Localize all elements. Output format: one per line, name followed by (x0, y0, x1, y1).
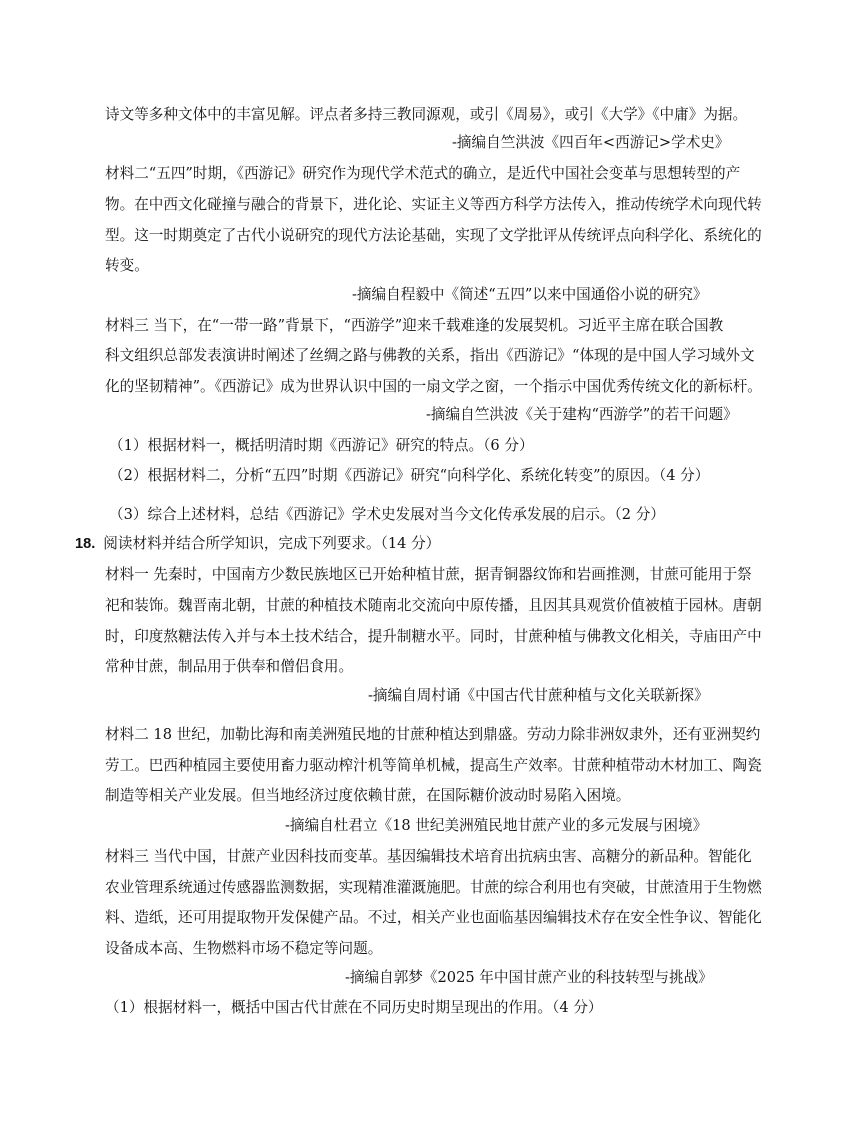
material-text-line: 材料二“五四”时期，《西游记》研究作为现代学术范式的确立，是近代中国社会变革与思想转型的产 (105, 165, 741, 182)
material-text-line: 科文组织总部发表演讲时阐述了丝绸之路与佛教的关系，指出《西游记》“体现的是中国人学习域外文 (105, 347, 755, 364)
material-text-line: 祀和装饰。魏晋南北朝，甘蔗的种植技术随南北交流向中原传播，且因其具观赏价值被植于园林。唐朝 (105, 597, 762, 614)
sub-question: （2）根据材料二，分析“五四”时期《西游记》研究“向科学化、系统化转变”的原因。（4 分） (109, 467, 710, 484)
question-prompt: 阅读材料并结合所学知识，完成下列要求。（14 分） (103, 535, 441, 552)
sub-question: （1）根据材料一，概括中国古代甘蔗在不同历史时期呈现出的作用。（4 分） (105, 999, 603, 1016)
material-source: -摘编自杜君立《18 世纪美洲殖民地甘蔗产业的多元发展与困境》 (285, 817, 708, 834)
material-source: -摘编自程毅中《简述“五四”以来中国通俗小说的研究》 (352, 286, 708, 303)
material-text-line: 常种甘蔗，制品用于供奉和僧侣食用。 (105, 658, 354, 675)
material-text-line: 材料二 18 世纪，加勒比海和南美洲殖民地的甘蔗种植达到鼎盛。劳动力除非洲奴隶外，还有亚洲契约 (105, 726, 761, 743)
material-source: -摘编自竺洪波《四百年<西游记>学术史》 (452, 134, 730, 151)
material-text-line: 设备成本高、生物燃料市场不稳定等问题。 (105, 940, 383, 957)
material-source: -摘编自周村诵《中国古代甘蔗种植与文化关联新探》 (368, 687, 709, 704)
material-text-line: 诗文等多种文体中的丰富见解。评点者多持三教同源观，或引《周易》，或引《大学》《中庸》为据。 (105, 106, 748, 123)
question-header (75, 534, 440, 554)
material-text-line: 材料一 先秦时，中国南方少数民族地区已开始种植甘蔗，据青铜器纹饰和岩画推测，甘蔗可能用于祭 (105, 566, 752, 583)
material-text-line: 型。这一时期奠定了古代小说研究的现代方法论基础，实现了文学批评从传统评点向科学化、系统化的 (105, 227, 762, 244)
material-text-line: 时，印度熬糖法传入并与本土技术结合，提升制糖水平。同时，甘蔗种植与佛教文化相关，寺庙田产中 (105, 628, 762, 645)
material-text-line: 材料三 当下，在“一带一路”背景下，“西游学”迎来千载难逢的发展契机。习近平主席在联合国教 (105, 317, 724, 334)
material-text-line: 材料三 当代中国，甘蔗产业因科技而变革。基因编辑技术培育出抗病虫害、高糖分的新品种。智能化 (105, 848, 752, 865)
sub-question: （3）综合上述材料，总结《西游记》学术史发展对当今文化传承发展的启示。（2 分） (109, 506, 665, 523)
material-text-line: 转变。 (105, 257, 149, 274)
material-text-line: 化的坚韧精神”。《西游记》成为世界认识中国的一扇文学之窗，一个指示中国优秀传统文化的新标杆。 (105, 378, 762, 395)
material-source: -摘编自竺洪波《关于建构“西游学”的若干问题》 (426, 406, 738, 423)
material-text-line: 制造等相关产业发展。但当地经济过度依赖甘蔗，在国际糖价波动时易陷入困境。 (105, 787, 631, 804)
material-source: -摘编自郭梦《2025 年中国甘蔗产业的科技转型与挑战》 (345, 969, 713, 986)
material-text-line: 农业管理系统通过传感器监测数据，实现精准灌溉施肥。甘蔗的综合利用也有突破，甘蔗渣用于生物燃 (105, 879, 762, 896)
material-text-line: 物。在中西文化碰撞与融合的背景下，进化论、实证主义等西方科学方法传入，推动传统学术向现代转 (105, 196, 762, 213)
sub-question: （1）根据材料一，概括明清时期《西游记》研究的特点。（6 分） (109, 437, 534, 454)
material-text-line: 料、造纸，还可用提取物开发保健产品。不过，相关产业也面临基因编辑技术存在安全性争议、智能化 (105, 909, 762, 926)
question-number: 18. (75, 536, 96, 552)
material-text-line: 劳工。巴西种植园主要使用畜力驱动榨汁机等简单机械，提高生产效率。甘蔗种植带动木材加工、陶瓷 (105, 757, 762, 774)
